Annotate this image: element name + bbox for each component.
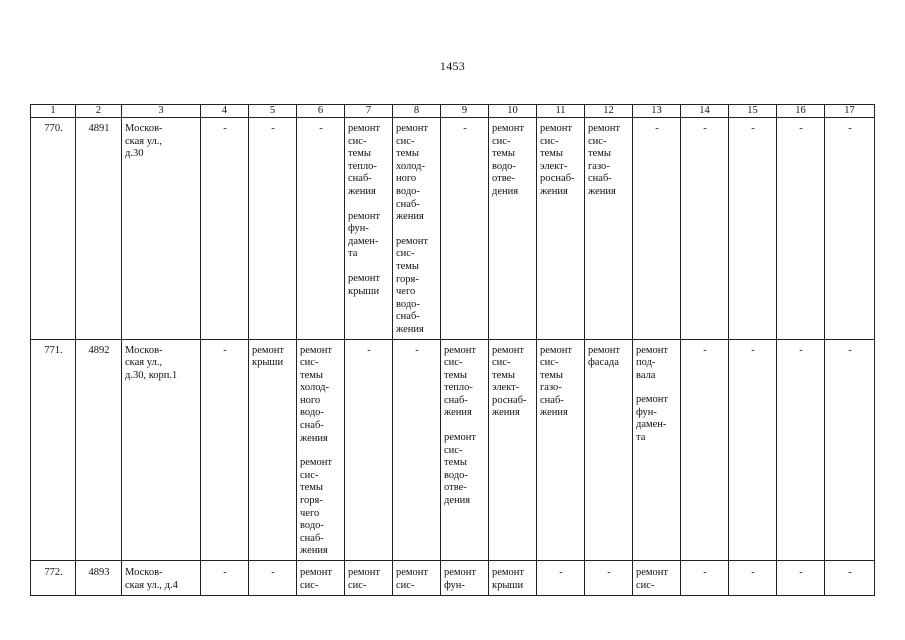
- repair-item-line: темы: [444, 457, 467, 469]
- column-header: 16: [777, 105, 825, 118]
- repair-item-line: горя-: [300, 495, 323, 507]
- work-cell-dash: -: [681, 561, 729, 596]
- repair-item-line: ремонт: [300, 344, 333, 356]
- column-header: 5: [249, 105, 297, 118]
- repair-item: [396, 123, 438, 224]
- repair-item: [492, 567, 534, 592]
- work-cell-dash: -: [201, 118, 249, 340]
- column-header: 11: [537, 105, 585, 118]
- repair-item-line: элект-: [492, 382, 520, 394]
- work-cell-dash: -: [393, 339, 441, 561]
- address-line: ская ул.,: [125, 135, 162, 147]
- repair-item-line: снаб-: [540, 394, 564, 406]
- repair-item-line: сис-: [636, 579, 655, 591]
- repair-item: [300, 457, 342, 558]
- repair-item-line: водо-: [492, 160, 516, 172]
- work-cell: [489, 561, 537, 596]
- repair-item-line: фун-: [444, 579, 465, 591]
- repair-item-line: водо-: [444, 469, 468, 481]
- repair-item-line: ремонт: [492, 344, 525, 356]
- repair-item-line: снаб-: [348, 173, 372, 185]
- repair-item-line: жения: [396, 211, 424, 223]
- work-cell: [633, 339, 681, 561]
- work-cell: [297, 561, 345, 596]
- repair-item-line: темы: [348, 148, 371, 160]
- page-number: 1453: [439, 59, 466, 73]
- repair-item: [396, 567, 438, 592]
- repair-item-line: темы: [396, 260, 419, 272]
- address-line: Москов-: [125, 567, 163, 578]
- work-cell-dash: -: [825, 339, 875, 561]
- address-line: д.30: [125, 148, 144, 160]
- repair-item-line: темы: [300, 369, 323, 381]
- repair-item-line: водо-: [300, 407, 324, 419]
- repair-item-line: сис-: [396, 248, 415, 260]
- building-id-cell: 4893: [76, 561, 122, 596]
- repair-item-line: сис-: [540, 357, 559, 369]
- row-number-cell: 771.: [31, 339, 76, 561]
- repair-item-line: снаб-: [396, 198, 420, 210]
- address-line: ская ул.,: [125, 357, 162, 369]
- repair-item-line: сис-: [396, 579, 415, 591]
- repair-item-line: ремонт: [300, 457, 333, 469]
- repair-item-line: жения: [540, 407, 568, 419]
- work-cell: [585, 339, 633, 561]
- repair-item-line: темы: [492, 369, 515, 381]
- repair-item-line: ремонт: [396, 567, 429, 578]
- address-line: Москов-: [125, 123, 163, 134]
- table-row: [31, 339, 875, 561]
- repair-item-line: сис-: [444, 444, 463, 456]
- work-cell: [393, 561, 441, 596]
- repair-item-line: жения: [300, 432, 328, 444]
- repair-item-line: ремонт: [444, 344, 477, 356]
- repair-item-line: чего: [396, 286, 416, 298]
- work-cell-dash: -: [777, 339, 825, 561]
- repair-item: [636, 394, 678, 444]
- table-row: [31, 118, 875, 340]
- column-header: 1: [31, 105, 76, 118]
- repair-item-line: ремонт: [348, 123, 381, 134]
- repair-item-line: сис-: [300, 579, 319, 591]
- repair-item-line: крыши: [252, 357, 284, 369]
- repair-item-line: дамен-: [348, 235, 379, 247]
- work-cell: [441, 561, 489, 596]
- repair-item-line: ремонт: [444, 567, 477, 578]
- repair-item-line: темы: [540, 369, 563, 381]
- work-cell-dash: -: [585, 561, 633, 596]
- work-cell: [489, 339, 537, 561]
- repair-item-line: ремонт: [396, 235, 429, 247]
- work-cell: [249, 339, 297, 561]
- repair-item-line: сис-: [444, 357, 463, 369]
- column-number-row: [31, 105, 875, 118]
- repair-item-line: темы: [396, 148, 419, 160]
- repair-item-line: сис-: [492, 357, 511, 369]
- repair-item-line: фун-: [636, 406, 657, 418]
- repair-item-line: ремонт: [636, 344, 669, 356]
- repair-item: [636, 345, 678, 383]
- repair-schedule-table: [30, 104, 875, 596]
- column-header: 9: [441, 105, 489, 118]
- repair-item: [492, 123, 534, 199]
- repair-item-line: сис-: [348, 579, 367, 591]
- address-cell: [122, 561, 201, 596]
- repair-item-line: ремонт: [588, 123, 621, 134]
- column-header: 12: [585, 105, 633, 118]
- work-cell: [441, 339, 489, 561]
- column-header: 14: [681, 105, 729, 118]
- repair-item-line: чего: [300, 507, 320, 519]
- repair-item: [300, 345, 342, 446]
- work-cell-dash: -: [825, 561, 875, 596]
- work-cell: [633, 561, 681, 596]
- repair-item: [348, 123, 390, 199]
- repair-item: [444, 567, 486, 592]
- repair-item-line: темы: [540, 148, 563, 160]
- repair-item-line: снаб-: [444, 394, 468, 406]
- building-id-cell: 4892: [76, 339, 122, 561]
- address-line: Москов-: [125, 344, 163, 356]
- work-cell-dash: -: [729, 561, 777, 596]
- work-cell: [537, 339, 585, 561]
- repair-item-line: ремонт: [636, 394, 669, 406]
- work-cell-dash: -: [825, 118, 875, 340]
- repair-item-line: сис-: [492, 135, 511, 147]
- repair-item-line: ного: [396, 173, 417, 185]
- work-cell: [297, 339, 345, 561]
- repair-item-line: сис-: [300, 357, 319, 369]
- repair-item-line: ремонт: [396, 123, 429, 134]
- work-cell: [393, 118, 441, 340]
- repair-item-line: сис-: [588, 135, 607, 147]
- repair-item-line: темы: [588, 148, 611, 160]
- repair-item-line: вала: [636, 369, 656, 381]
- repair-item-line: дения: [444, 495, 471, 507]
- repair-item-line: ремонт: [348, 272, 381, 284]
- repair-item-line: темы: [444, 369, 467, 381]
- repair-item-line: жения: [444, 407, 472, 419]
- repair-item-line: водо-: [300, 520, 324, 532]
- repair-item-line: холод-: [396, 160, 425, 172]
- repair-item-line: ремонт: [348, 210, 381, 222]
- repair-item-line: роснаб-: [540, 173, 575, 185]
- building-id-cell: 4891: [76, 118, 122, 340]
- repair-item-line: ремонт: [588, 344, 621, 356]
- column-header: 10: [489, 105, 537, 118]
- column-header: 17: [825, 105, 875, 118]
- repair-item-line: сис-: [396, 135, 415, 147]
- repair-item: [636, 567, 678, 592]
- repair-item: [540, 345, 582, 421]
- column-header: 8: [393, 105, 441, 118]
- repair-item-line: роснаб-: [492, 394, 527, 406]
- repair-item: [348, 211, 390, 261]
- repair-item-line: водо-: [396, 298, 420, 310]
- repair-item-line: жения: [396, 323, 424, 335]
- repair-item: [252, 345, 294, 370]
- repair-item-line: сис-: [300, 469, 319, 481]
- repair-item-line: снаб-: [396, 311, 420, 323]
- table-row: [31, 561, 875, 596]
- work-cell-dash: -: [201, 561, 249, 596]
- column-header: 4: [201, 105, 249, 118]
- repair-item-line: ного: [300, 394, 321, 406]
- repair-item-line: ремонт: [540, 123, 573, 134]
- column-header: 2: [76, 105, 122, 118]
- work-cell-dash: -: [441, 118, 489, 340]
- repair-item: [300, 567, 342, 592]
- address-cell: [122, 339, 201, 561]
- work-cell-dash: -: [345, 339, 393, 561]
- repair-item-line: та: [348, 248, 358, 260]
- repair-item-line: крыши: [492, 579, 524, 591]
- work-cell-dash: -: [249, 118, 297, 340]
- repair-item-line: темы: [492, 148, 515, 160]
- repair-item-line: под-: [636, 357, 656, 369]
- repair-item-line: крыши: [348, 285, 380, 297]
- address-cell: [122, 118, 201, 340]
- work-cell: [345, 118, 393, 340]
- work-cell: [345, 561, 393, 596]
- repair-item-line: жения: [348, 185, 376, 197]
- repair-item-line: газо-: [540, 382, 562, 394]
- repair-item-line: снаб-: [300, 532, 324, 544]
- work-cell-dash: -: [633, 118, 681, 340]
- repair-item-line: ремонт: [492, 123, 525, 134]
- column-header: 15: [729, 105, 777, 118]
- repair-item-line: снаб-: [300, 420, 324, 432]
- repair-item-line: ремонт: [636, 567, 669, 578]
- repair-item-line: холод-: [300, 382, 329, 394]
- repair-item-line: сис-: [540, 135, 559, 147]
- repair-item: [348, 567, 390, 592]
- work-cell-dash: -: [201, 339, 249, 561]
- repair-item-line: снаб-: [588, 173, 612, 185]
- repair-item: [396, 236, 438, 337]
- work-cell: [537, 118, 585, 340]
- address-line: ская ул., д.4: [125, 579, 178, 591]
- repair-item-line: фун-: [348, 223, 369, 235]
- repair-item-line: сис-: [348, 135, 367, 147]
- repair-item-line: жения: [540, 185, 568, 197]
- repair-item: [444, 345, 486, 421]
- column-header: 13: [633, 105, 681, 118]
- column-header: 7: [345, 105, 393, 118]
- repair-item-line: дения: [492, 185, 519, 197]
- column-header: 6: [297, 105, 345, 118]
- repair-item: [540, 123, 582, 199]
- work-cell-dash: -: [537, 561, 585, 596]
- repair-item-line: жения: [492, 407, 520, 419]
- repair-item: [588, 345, 630, 370]
- repair-item-line: ремонт: [492, 567, 525, 578]
- repair-item-line: водо-: [396, 185, 420, 197]
- work-cell-dash: -: [777, 561, 825, 596]
- work-cell-dash: -: [249, 561, 297, 596]
- repair-item-line: та: [636, 432, 646, 444]
- repair-item-line: ремонт: [540, 344, 573, 356]
- row-number-cell: 770.: [31, 118, 76, 340]
- repair-item-line: ремонт: [300, 567, 333, 578]
- repair-item-line: фасада: [588, 357, 619, 369]
- repair-item-line: жения: [300, 545, 328, 557]
- repair-item-line: темы: [300, 482, 323, 494]
- work-cell-dash: -: [729, 118, 777, 340]
- work-cell-dash: -: [681, 118, 729, 340]
- repair-item: [588, 123, 630, 199]
- repair-item: [348, 273, 390, 298]
- repair-item-line: горя-: [396, 273, 419, 285]
- work-cell-dash: -: [297, 118, 345, 340]
- repair-item-line: ремонт: [348, 567, 381, 578]
- repair-item-line: элект-: [540, 160, 568, 172]
- repair-item-line: тепло-: [348, 160, 377, 172]
- work-cell: [585, 118, 633, 340]
- repair-item-line: ремонт: [252, 344, 285, 356]
- repair-item: [444, 432, 486, 508]
- work-cell: [489, 118, 537, 340]
- repair-item-line: отве-: [492, 173, 515, 185]
- repair-item-line: дамен-: [636, 419, 667, 431]
- row-number-cell: 772.: [31, 561, 76, 596]
- repair-item: [492, 345, 534, 421]
- work-cell-dash: -: [777, 118, 825, 340]
- address-line: д.30, корп.1: [125, 369, 178, 381]
- repair-item-line: газо-: [588, 160, 610, 172]
- work-cell-dash: -: [729, 339, 777, 561]
- repair-item-line: жения: [588, 185, 616, 197]
- work-cell-dash: -: [681, 339, 729, 561]
- column-header: 3: [122, 105, 201, 118]
- repair-item-line: отве-: [444, 482, 467, 494]
- repair-item-line: тепло-: [444, 382, 473, 394]
- repair-item-line: ремонт: [444, 432, 477, 444]
